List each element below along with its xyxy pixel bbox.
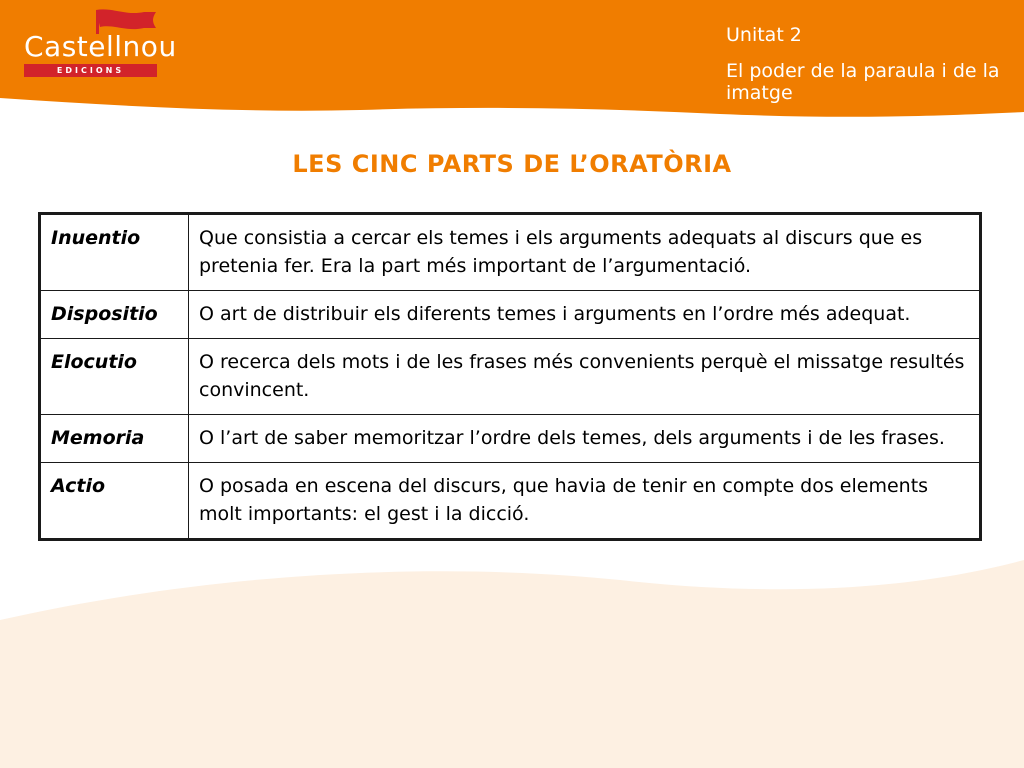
table-row — [40, 463, 981, 540]
page-title: LES CINC PARTS DE L’ORATÒRIA — [292, 150, 732, 178]
table-row — [40, 214, 981, 291]
unit-subtitle: El poder de la paraula i de la imatge — [726, 60, 1000, 104]
term-cell: Elocutio — [40, 339, 189, 415]
castellnou-logo — [22, 8, 177, 78]
term-cell: Actio — [40, 463, 189, 540]
term-cell: Memoria — [40, 415, 189, 463]
unit-title: Unitat 2 — [726, 24, 802, 46]
oratory-table — [38, 212, 982, 541]
table-row — [40, 291, 981, 339]
table-row — [40, 339, 981, 415]
table-row — [40, 415, 981, 463]
description-cell: Que consistia a cercar els temes i els arguments adequats al discurs que es pretenia fer. Era la part més important de l’argumentació. — [189, 214, 981, 291]
header-banner — [0, 0, 1024, 130]
description-cell: O recerca dels mots i de les frases més convenients perquè el missatge resultés convincent. — [189, 339, 981, 415]
description-cell: O art de distribuir els diferents temes i arguments en l’ordre més adequat. — [189, 291, 981, 339]
logo-subtitle: EDICIONS — [24, 64, 157, 77]
description-cell: O l’art de saber memoritzar l’ordre dels temes, dels arguments i de les frases. — [189, 415, 981, 463]
term-cell: Dispositio — [40, 291, 189, 339]
description-cell: O posada en escena del discurs, que havia de tenir en compte dos elements molt importants: el gest i la dicció. — [189, 463, 981, 540]
logo-name: Castellnou — [24, 30, 177, 63]
term-cell: Inuentio — [40, 214, 189, 291]
